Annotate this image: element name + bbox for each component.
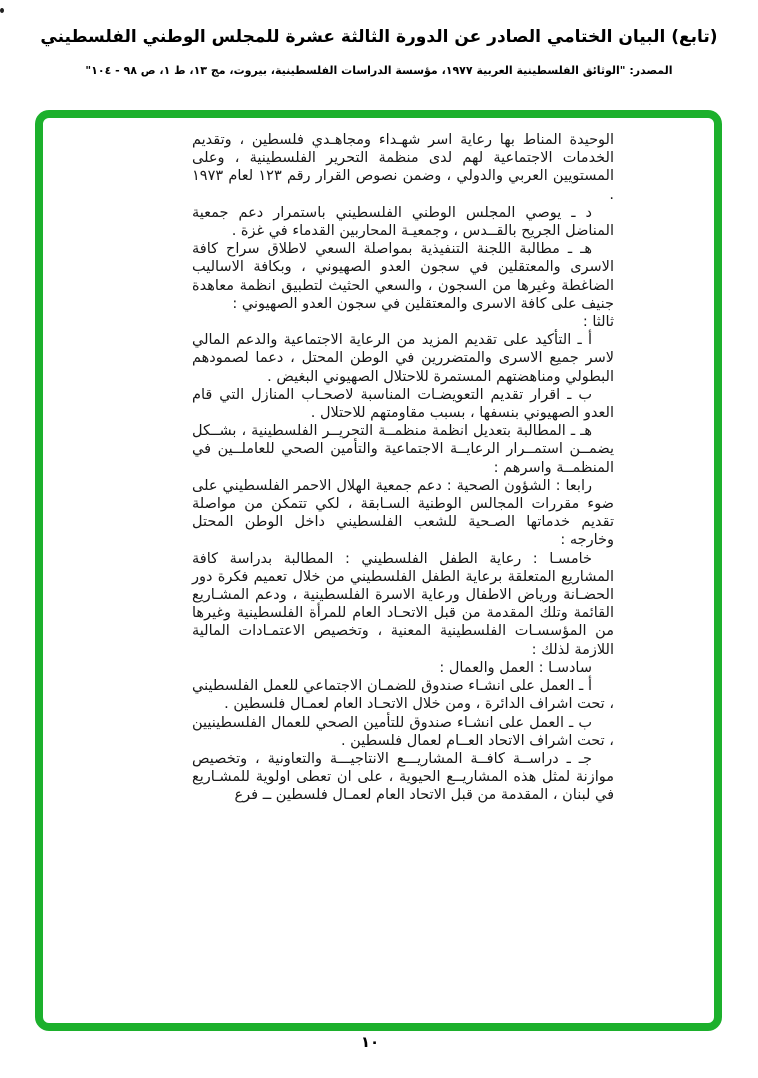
document-title: (تابع) البيان الختامي الصادر عن الدورة الثالثة عشرة للمجلس الوطني الفلسطيني (40, 27, 718, 47)
paragraph: سادسـا : العمل والعمال : (439, 659, 592, 676)
paragraph: ثالثا : (582, 314, 614, 331)
paragraph: هـ ـ مطالبة اللجنة التنفيذية بمواصلة السعي لاطلاق سراح كافة الاسرى والمعتقلين في سجون العدو الصهيوني ، وبكافة الاساليب الضاغطة وغيرها من السجون ، والسعي الحثيث لتطبيق انظمة معاهدة جنيف على كافة الاسرى والمعتقلين في سجون العدو الصهيوني : (192, 241, 614, 312)
scanned-document-frame (35, 110, 722, 1031)
paragraph: ب ـ اقرار تقديم التعويضـات المناسبة لاصحـاب المنازل التي قام العدو الصهيوني بنسفها ، بسبب مقاومتهم للاحتلال . (192, 386, 614, 422)
paragraph: د ـ يوصي المجلس الوطني الفلسطيني باستمرار دعم جمعية المناضل الجريح بالقــدس ، وجمعيـة المحاربين القدماء في غزة . (192, 204, 614, 240)
source-citation: المصدر: "الوثائق الفلسطينية العربية ١٩٧٧، مؤسسة الدراسات الفلسطينية، بيروت، مج ١٣، ط ١، ص ٩٨ - ١٠٤" (85, 64, 673, 77)
paragraph: خامسـا : رعاية الطفل الفلسطيني : المطالبة بدراسة كافة المشاريع المتعلقة برعاية الطفل الفلسطيني من خلال تعميم فكرة دور الحضـانة ورياض الاطفال ورعاية الاسرة الفلسطينية ، ودعم المشـاريع القائمة وتلك المقدمة من قبل الاتحـاد العام للمرأة الفلسطينية وغيرها من المؤسسـات الفلسطينية المعنية ، وتخصيص الاعتمـادات المالية اللازمة لذلك : (192, 550, 614, 658)
document-body (192, 131, 614, 805)
paragraph: الوحيدة المناط بها رعاية اسر شهـداء ومجاهـدي فلسطين ، وتقديم الخدمات الاجتماعية لهم لدى منظمة التحرير الفلسطينية ، وعلى المستويين العربي والدولي ، وضمن نصوص القرار رقم ١٢٣ لعام ١٩٧٣ . (192, 132, 614, 203)
scan-artifact-dot (0, 8, 4, 13)
paragraph: أ ـ العمل على انشـاء صندوق للضمـان الاجتماعي للعمل الفلسطيني ، تحت اشراف الدائرة ، ومن خلال الاتحـاد العام لعمـال فلسطين . (192, 678, 614, 713)
paragraph: ب ـ العمل على انشـاء صندوق للتأمين الصحي للعمال الفلسطينيين ، تحت اشراف الاتحاد العــام لعمال فلسطين . (192, 714, 614, 749)
paragraph: هـ ـ المطالبة بتعديل انظمة منظمــة التحريــر الفلسطينية ، بشــكل يضمــن استمــرار الرعايــة الاجتماعية والتأمين الصحي للعاملــين في المنظمــة واسرهم : (192, 423, 614, 476)
paragraph: جـ ـ دراســة كافــة المشاريـــع الانتاجيـــة والتعاونية ، وتخصيص موازنة لمثل هذه المشاريــع الحيوية ، على ان تعطى اولوية للمشـاريع في لبنان ، المقدمة من قبل الاتحاد العام لعمـال فلسطين ــ فرع (192, 750, 614, 804)
paragraph: رابعا : الشؤون الصحية : دعم جمعية الهلال الاحمر الفلسطيني على ضوء مقررات المجالس الوطنية السـابقة ، لكي تتمكن من مواصلة تقديم خدماتها الصـحية للشعب الفلسطيني داخل الوطن المحتل وخارجه : (192, 477, 614, 549)
page-number: ١٠ (360, 1033, 380, 1051)
paragraph: أ ـ التأكيد على تقديم المزيد من الرعاية الاجتماعية والدعم المالي لاسر جميع الاسرى والمتضررين في الوطن المحتل ، دعما لصمودهم البطولي ومناهضتهم المستمرة للاحتلال الصهيوني البغيض . (192, 332, 614, 385)
